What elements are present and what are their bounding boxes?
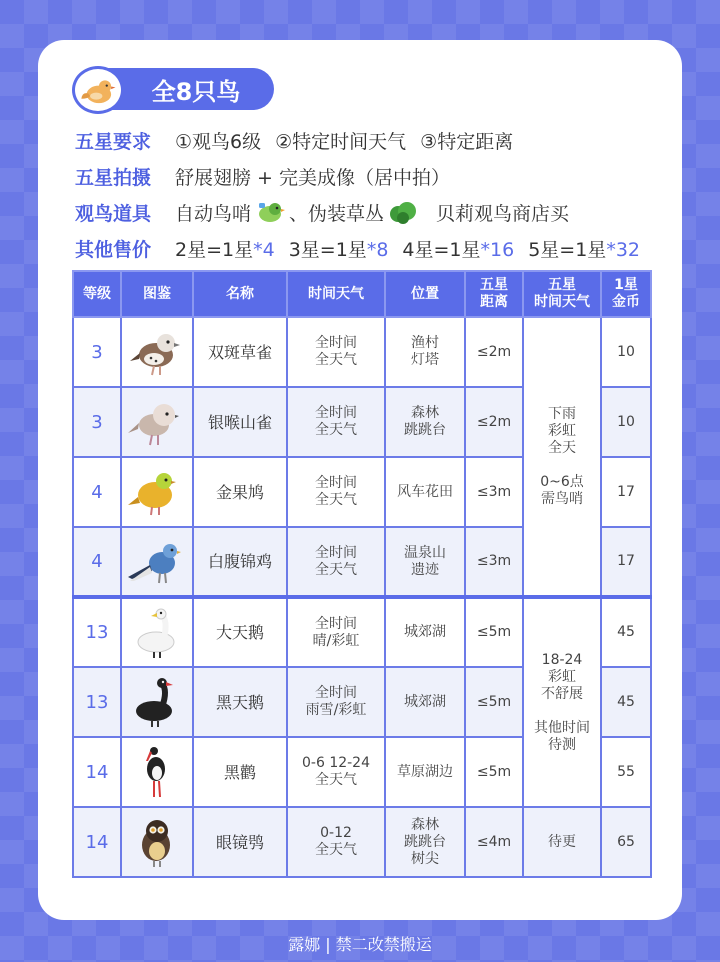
- bird-table: [72, 270, 652, 878]
- location-cell: 森林 跳跳台 树尖: [385, 807, 465, 877]
- distance-cell: ≤5m: [465, 597, 523, 667]
- coin-cell: 55: [601, 737, 651, 807]
- bird-name: 双斑草雀: [193, 317, 287, 387]
- header-coin: 1星 金币: [601, 271, 651, 317]
- photo-row: [75, 158, 675, 194]
- table-row: [73, 597, 651, 667]
- header-location: 位置: [385, 271, 465, 317]
- location-cell: 城郊湖: [385, 597, 465, 667]
- time-weather-cell: 全时间 全天气: [287, 457, 385, 527]
- price-item: 4星=1星*16: [402, 238, 515, 261]
- header-five-star-distance: 五星 距离: [465, 271, 523, 317]
- coin-cell: 65: [601, 807, 651, 877]
- info-section: [75, 122, 675, 266]
- coin-cell: 45: [601, 597, 651, 667]
- requirement-item: ③特定距离: [420, 130, 514, 153]
- time-weather-cell: 全时间 全天气: [287, 527, 385, 597]
- level-cell: 3: [73, 387, 121, 457]
- requirement-label: 五星要求: [75, 130, 152, 153]
- distance-cell: ≤5m: [465, 737, 523, 807]
- location-cell: 温泉山 遗迹: [385, 527, 465, 597]
- camouflage-bush-icon: [388, 199, 418, 225]
- location-cell: 风车花田: [385, 457, 465, 527]
- tool-separator: 、: [289, 202, 309, 225]
- bird-name: 白腹锦鸡: [193, 527, 287, 597]
- photo-text: 舒展翅膀 + 完美成像（居中拍）: [175, 166, 450, 189]
- whooper-swan-icon: [121, 597, 193, 667]
- level-cell: 13: [73, 667, 121, 737]
- bird-name: 黑鹳: [193, 737, 287, 807]
- level-cell: 14: [73, 807, 121, 877]
- distance-cell: ≤3m: [465, 527, 523, 597]
- table-row: [73, 317, 651, 387]
- distance-cell: ≤3m: [465, 457, 523, 527]
- level-cell: 4: [73, 457, 121, 527]
- five-star-time-merged: 下雨 彩虹 全天 0~6点 需鸟哨: [523, 317, 601, 597]
- requirement-row: [75, 122, 675, 158]
- tool-shop-text: 贝莉观鸟商店买: [436, 202, 570, 225]
- level-cell: 4: [73, 527, 121, 597]
- tool-row: [75, 194, 675, 230]
- twin-spot-finch-icon: [121, 317, 193, 387]
- distance-cell: ≤5m: [465, 667, 523, 737]
- coin-cell: 17: [601, 457, 651, 527]
- bird-whistle-icon: [255, 199, 285, 225]
- photo-label: 五星拍摄: [75, 166, 152, 189]
- time-weather-cell: 全时间 雨雪/彩虹: [287, 667, 385, 737]
- requirement-item: ①观鸟6级: [175, 130, 262, 153]
- table-row: [73, 807, 651, 877]
- five-star-time-cell: 待更: [523, 807, 601, 877]
- requirement-item: ②特定时间天气: [275, 130, 407, 153]
- price-label: 其他售价: [75, 238, 152, 261]
- location-cell: 森林 跳跳台: [385, 387, 465, 457]
- black-stork-icon: [121, 737, 193, 807]
- time-weather-cell: 全时间 全天气: [287, 317, 385, 387]
- header-name: 名称: [193, 271, 287, 317]
- level-cell: 3: [73, 317, 121, 387]
- bird-name: 黑天鹅: [193, 667, 287, 737]
- golden-fruit-dove-icon: [121, 457, 193, 527]
- price-item: 5星=1星*32: [528, 238, 640, 261]
- header-level: 等级: [73, 271, 121, 317]
- distance-cell: ≤4m: [465, 807, 523, 877]
- five-star-time-merged: 18-24 彩虹 不舒展 其他时间 待测: [523, 597, 601, 807]
- tool-label: 观鸟道具: [75, 202, 152, 225]
- bird-name: 大天鹅: [193, 597, 287, 667]
- bird-logo-icon: [72, 66, 124, 114]
- spectacled-owl-icon: [121, 807, 193, 877]
- coin-cell: 45: [601, 667, 651, 737]
- page-title: 全8只鸟: [96, 68, 274, 110]
- time-weather-cell: 全时间 全天气: [287, 387, 385, 457]
- location-cell: 城郊湖: [385, 667, 465, 737]
- black-swan-icon: [121, 667, 193, 737]
- price-row: [75, 230, 675, 266]
- table-header-row: [73, 271, 651, 317]
- bird-name: 眼镜鸮: [193, 807, 287, 877]
- level-cell: 14: [73, 737, 121, 807]
- header-time-weather: 时间天气: [287, 271, 385, 317]
- location-cell: 渔村 灯塔: [385, 317, 465, 387]
- bird-name: 金果鸠: [193, 457, 287, 527]
- tool-camouflage-text: 伪装草丛: [308, 202, 385, 225]
- footer-credit: 露娜 | 禁二改禁搬运: [288, 935, 432, 954]
- coin-cell: 10: [601, 317, 651, 387]
- header-icon: 图鉴: [121, 271, 193, 317]
- silver-throated-tit-icon: [121, 387, 193, 457]
- coin-cell: 17: [601, 527, 651, 597]
- price-item: 2星=1星*4: [175, 238, 275, 261]
- price-item: 3星=1星*8: [288, 238, 389, 261]
- header-five-star-time: 五星 时间天气: [523, 271, 601, 317]
- time-weather-cell: 0-12 全天气: [287, 807, 385, 877]
- tool-whistle-text: 自动鸟哨: [175, 202, 252, 225]
- coin-cell: 10: [601, 387, 651, 457]
- time-weather-cell: 全时间 晴/彩虹: [287, 597, 385, 667]
- bird-name: 银喉山雀: [193, 387, 287, 457]
- distance-cell: ≤2m: [465, 317, 523, 387]
- level-cell: 13: [73, 597, 121, 667]
- location-cell: 草原湖边: [385, 737, 465, 807]
- time-weather-cell: 0-6 12-24 全天气: [287, 737, 385, 807]
- lady-amherst-pheasant-icon: [121, 527, 193, 597]
- distance-cell: ≤2m: [465, 387, 523, 457]
